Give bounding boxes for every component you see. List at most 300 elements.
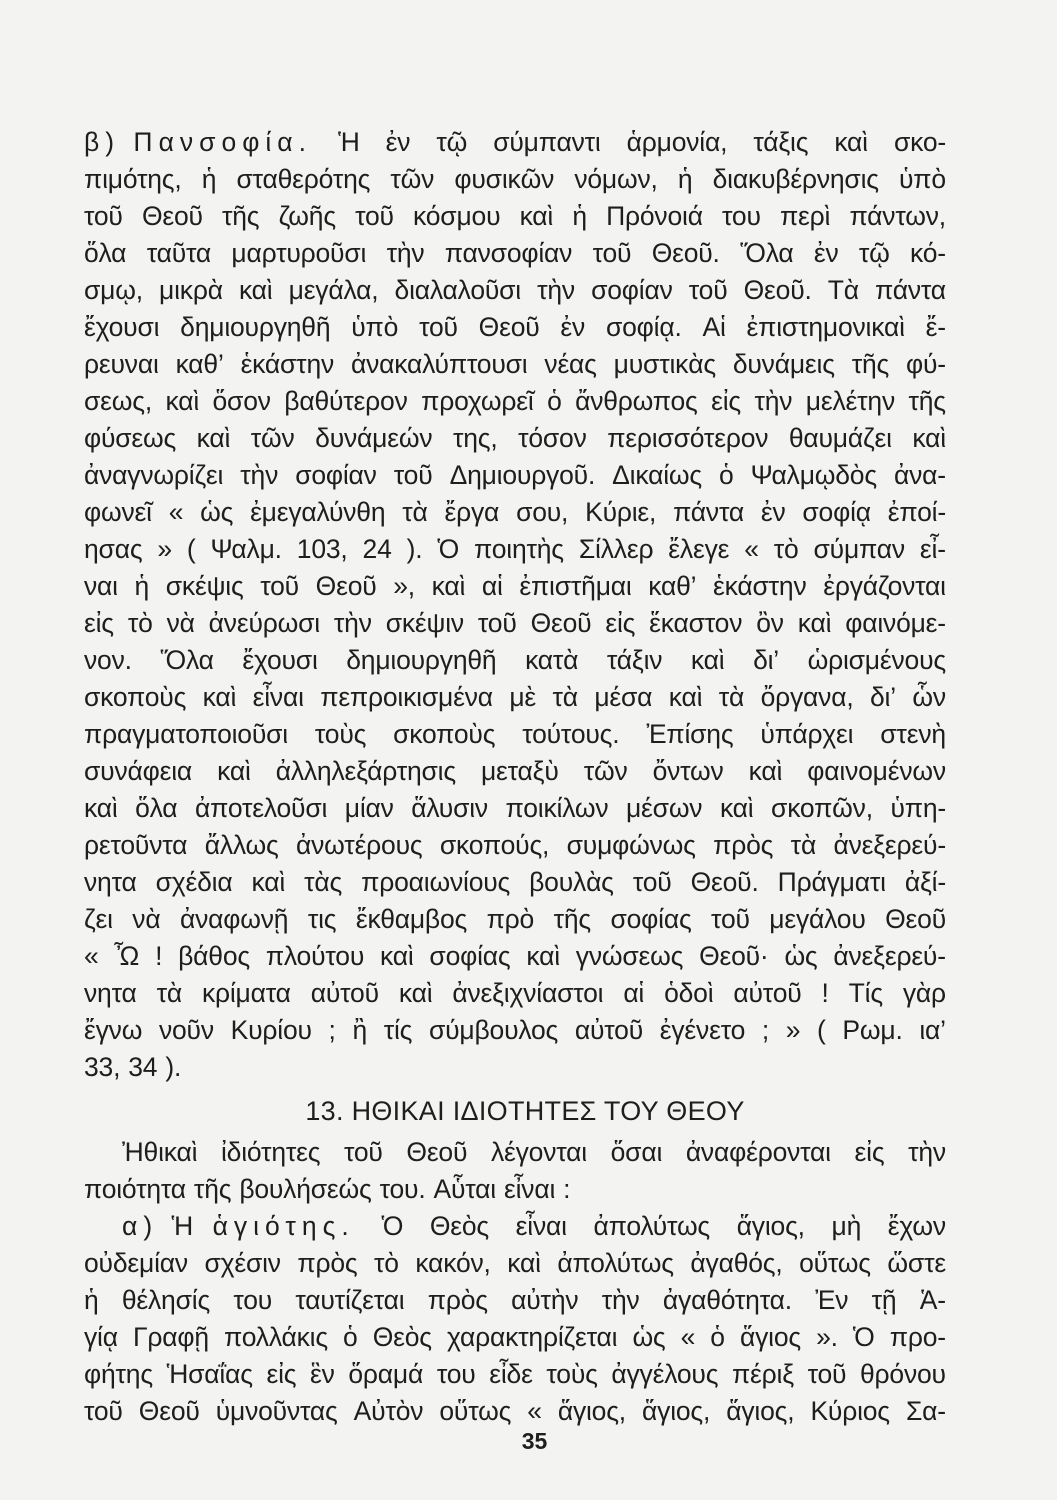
word: Πράγματι	[777, 867, 886, 897]
word: ἅγιος,	[736, 1211, 805, 1241]
text-line	[84, 494, 946, 531]
word: ἀγγέλους	[611, 1359, 719, 1389]
text-line	[84, 642, 946, 679]
word: πρὸ	[486, 904, 535, 934]
word: Θεοῦ	[141, 201, 203, 231]
word: ἐμεγαλύνθη	[250, 497, 386, 527]
word: σκο-	[893, 127, 946, 157]
word: τῆς	[553, 904, 591, 934]
word: ὑπὸ	[899, 164, 946, 194]
word: αἱ	[481, 571, 503, 601]
word: πάντα	[875, 275, 946, 305]
word: μέσα	[594, 682, 653, 712]
word: δυνάμεις	[732, 349, 835, 379]
text-line	[84, 1171, 946, 1208]
word: ἐποί-	[887, 497, 946, 527]
word: νον.	[84, 645, 132, 675]
word: κρίματα	[201, 978, 291, 1008]
word: ἐν	[385, 127, 411, 157]
word: καὶ	[431, 571, 466, 601]
word: δι’	[869, 682, 896, 712]
word: ἐγένετο	[659, 1015, 746, 1045]
word: τοῦ	[84, 201, 123, 231]
word: ἡ	[134, 571, 150, 601]
word: ἀγαθός,	[690, 1248, 783, 1278]
word: Ὁ	[852, 1322, 875, 1352]
word: ).	[406, 534, 423, 564]
word: βάθος	[178, 941, 250, 971]
word: Ὁ	[437, 534, 460, 564]
word: καὶ	[912, 423, 946, 453]
word: βαθύτερον	[284, 386, 408, 416]
word: ὁ	[547, 386, 562, 416]
word: Ἠθικαὶ	[122, 1137, 198, 1167]
word: τοῦ	[393, 460, 433, 490]
word: μέσων	[625, 793, 703, 823]
word: σοφίᾳ	[802, 497, 871, 527]
word: σύμπαντι	[493, 127, 601, 157]
word: τὴν	[908, 1137, 946, 1167]
word: νέας	[544, 349, 597, 379]
word: ὡς	[200, 497, 234, 527]
text-line	[84, 790, 946, 827]
word: Ὁ	[381, 1211, 404, 1241]
word: του	[722, 201, 761, 231]
word: ἀνα-	[893, 460, 946, 490]
word: ἀγαθότητα.	[662, 1285, 792, 1315]
word: ἢ	[352, 1015, 367, 1045]
text-line	[84, 1245, 946, 1282]
word: λέγονται	[490, 1137, 587, 1167]
text-line	[84, 1208, 946, 1245]
text-line	[84, 1319, 946, 1356]
word: Ψαλμῳδὸς	[750, 460, 877, 490]
word: ὥστε	[887, 1248, 946, 1278]
word: πάντων,	[849, 201, 946, 231]
word: Θεοῦ	[315, 571, 377, 601]
word: μὲ	[509, 682, 537, 712]
word: θέλησίς	[121, 1285, 211, 1315]
word: σκοποὺς	[393, 719, 496, 749]
word: του.	[379, 1174, 426, 1204]
paragraph	[84, 1208, 946, 1430]
word: ἀνεξερεύ-	[833, 830, 946, 860]
word: (	[817, 1015, 826, 1045]
word: ἀνακαλύπτουσι	[350, 349, 528, 379]
word: Ἡ	[338, 127, 360, 157]
word: σοφίας	[429, 941, 511, 971]
text-line	[84, 1356, 946, 1393]
word: ια’	[919, 1015, 946, 1045]
word: τὰ	[156, 978, 182, 1008]
word: αἱ	[623, 978, 645, 1008]
word: τοῦ	[355, 201, 394, 231]
word: καὶ	[84, 793, 118, 823]
word: τὴν	[240, 460, 279, 490]
word: μὴ	[831, 1211, 862, 1241]
word: νητα	[84, 867, 137, 897]
word: Ἁ-	[919, 1285, 946, 1315]
word: Θεοῦ.	[690, 867, 759, 897]
word: ὡρισμένους	[807, 645, 946, 675]
word: εἰς	[854, 1137, 885, 1167]
word: οὕτως	[799, 1248, 871, 1278]
word: τίς	[383, 1015, 413, 1045]
word: ὅλα	[135, 793, 178, 823]
word: τάξις	[753, 127, 809, 157]
text-line	[84, 198, 946, 235]
word: εἰς	[266, 1359, 297, 1389]
word: Ἡσαΐας	[166, 1359, 253, 1389]
word: Σα-	[905, 1396, 946, 1426]
word: πλούτου	[265, 941, 365, 971]
word: Θεοῦ	[478, 312, 540, 342]
word: τὴν	[386, 238, 425, 268]
word: τοῦ	[592, 238, 632, 268]
text-line	[84, 420, 946, 457]
word: Θεὸς	[372, 1322, 432, 1352]
word: τοῦ	[711, 904, 750, 934]
word: Γραφῇ	[132, 1322, 209, 1352]
word: ὑπὸ	[351, 312, 399, 342]
text-line	[84, 605, 946, 642]
word: δημιουργηθῆ	[346, 645, 497, 675]
word: ἔχουσι	[84, 312, 160, 342]
text-line	[84, 457, 946, 494]
word: ἀναγνωρίζει	[84, 460, 224, 490]
word: φύ-	[906, 349, 946, 379]
text-line	[84, 938, 946, 975]
word: ὑπη-	[890, 793, 946, 823]
word: μικρὰ	[159, 275, 223, 305]
word: Δημιουργοῦ.	[449, 460, 596, 490]
word: καὶ	[719, 793, 754, 823]
page-body	[84, 124, 946, 1430]
section-heading: 13. ΗΘΙΚΑΙ ΙΔΙΟΤΗΤΕΣ ΤΟΥ ΘΕΟΥ	[305, 1096, 745, 1126]
word: Ὅλα	[160, 645, 214, 675]
word: τὸ	[374, 1248, 399, 1278]
word: ἡ	[201, 164, 217, 194]
word: Κύριος	[810, 1396, 890, 1426]
word: ἑκάστην	[713, 571, 807, 601]
word: συνάφεια	[84, 756, 193, 786]
word: Θεοῦ.	[651, 238, 720, 268]
word: οὕτως	[439, 1396, 512, 1426]
word: τὰ	[402, 497, 428, 527]
word: τῆς	[908, 386, 946, 416]
word: φαινομένων	[807, 756, 946, 786]
text-line	[84, 1282, 946, 1319]
word: τοῦ	[84, 1396, 123, 1426]
word: ἔκθαμβος	[355, 904, 468, 934]
word: τάξιν	[606, 645, 663, 675]
word: Τίς	[848, 978, 883, 1008]
text-line	[84, 124, 946, 161]
word: Ψαλμ.	[210, 534, 282, 564]
word: Αἱ	[702, 312, 726, 342]
word: ὅλα	[84, 238, 127, 268]
word: συμφώνως	[566, 830, 696, 860]
word: ἀνεξιχνίαστοι	[452, 978, 604, 1008]
word: νόμων,	[574, 164, 658, 194]
word: τῶν	[583, 756, 628, 786]
word: Τὰ	[827, 275, 859, 305]
word: φήτης	[84, 1359, 153, 1389]
text-line	[84, 161, 946, 198]
word: ἔργα	[444, 497, 500, 527]
word: ὄργανα,	[760, 682, 854, 712]
text-line	[84, 272, 946, 309]
word: ρετοῦντα	[84, 830, 188, 860]
word: ἀπολύτως	[593, 1211, 711, 1241]
word: ἔγνω	[84, 1015, 143, 1045]
word: ζει	[84, 904, 113, 934]
word: σύμβουλος	[428, 1015, 559, 1045]
word: ναι	[84, 571, 118, 601]
word: πανσοφίαν	[444, 238, 573, 268]
word: φαινόμε-	[845, 608, 946, 638]
word: τοῦ	[344, 1137, 383, 1167]
word: μεγάλου	[769, 904, 866, 934]
run-in-heading: α) Ἡ ἁγιότης.	[122, 1211, 355, 1241]
word: τῶν	[390, 164, 435, 194]
word: νητα	[84, 978, 137, 1008]
word: πεπροικισμένα	[320, 682, 493, 712]
word: ἐν	[813, 238, 839, 268]
paragraph	[84, 1134, 946, 1208]
word: εἶναι	[252, 682, 304, 712]
word: Κύριε,	[585, 497, 657, 527]
word: ὅσον	[212, 386, 271, 416]
word: πρὸς	[427, 1285, 488, 1315]
word: ἅγιος	[739, 1322, 801, 1352]
word: ὡς	[784, 941, 818, 971]
word: Θεοῦ	[885, 904, 946, 934]
word: ;	[761, 1015, 770, 1045]
word: του	[233, 1285, 273, 1315]
word: δυνάμεών	[315, 423, 433, 453]
text-line	[84, 1393, 946, 1430]
word: εἰς	[711, 386, 741, 416]
word: ἡ	[84, 1285, 99, 1315]
word: καὶ	[526, 941, 560, 971]
word: σοφίαν	[295, 460, 377, 490]
word: ταυτίζεται	[295, 1285, 405, 1315]
word: εἶναι	[503, 1174, 556, 1204]
word: !	[821, 978, 829, 1008]
text-line	[84, 975, 946, 1012]
word: ἔλεγε	[668, 534, 730, 564]
word: ὡς	[632, 1322, 666, 1352]
word: διαλαλοῦσι	[394, 275, 521, 305]
word: Θεοῦ	[138, 1396, 200, 1426]
text-line	[84, 827, 946, 864]
word: Ρωμ.	[842, 1015, 903, 1045]
word: πρὸς	[297, 1248, 358, 1278]
word: ἀπολύτως	[557, 1248, 674, 1278]
word: τὴν	[537, 275, 575, 305]
word: ἔ-	[925, 312, 946, 342]
word: ἑκάστην	[240, 349, 335, 379]
word: νοῦν	[158, 1015, 214, 1045]
word: τὰς	[304, 867, 343, 897]
word: καὶ	[380, 941, 414, 971]
word: πρὸς	[713, 830, 774, 860]
word: του	[436, 1359, 476, 1389]
word: τὰ	[790, 830, 817, 860]
word: »,	[393, 571, 415, 601]
word: περισσότερον	[607, 423, 769, 453]
word: ἅγιος,	[642, 1396, 711, 1426]
word: χαρακτηρίζεται	[446, 1322, 618, 1352]
word: τῆς	[222, 201, 260, 231]
text-line	[84, 716, 946, 753]
word: ἔχων	[887, 1211, 946, 1241]
word: τῇ	[871, 1285, 897, 1315]
word: τοῦ	[807, 1359, 847, 1389]
word: ὁδοὶ	[664, 978, 714, 1008]
word: ὑμνοῦντας	[215, 1396, 338, 1426]
word: τούτους.	[522, 719, 620, 749]
word: Αὐτὸν	[353, 1396, 424, 1426]
word: μυστικὰς	[613, 349, 716, 379]
word: ἀνωτέρους	[296, 830, 423, 860]
word: σκέψις	[165, 571, 244, 601]
word: αὐτοῦ	[574, 1015, 644, 1045]
word: καὶ	[217, 756, 251, 786]
word: ταῦτα	[146, 238, 212, 268]
word: τὰ	[552, 682, 578, 712]
word: προχωρεῖ	[421, 386, 534, 416]
word: καὶ	[251, 867, 286, 897]
word: τῷ	[858, 238, 890, 268]
word: ποιητὴς	[474, 534, 564, 564]
run-in-heading: β) Πανσοφία.	[84, 127, 312, 157]
text-line	[84, 901, 946, 938]
word: πάντα	[673, 497, 744, 527]
word: καὶ	[238, 275, 273, 305]
word: σμῳ,	[84, 275, 143, 305]
word: ἓν	[310, 1359, 335, 1389]
word: ἄνθρωπος	[575, 386, 698, 416]
word: Θεοῦ.	[743, 275, 812, 305]
word: σχέδια	[155, 867, 233, 897]
word: θαυμάζει	[788, 423, 892, 453]
text-line	[84, 531, 946, 568]
word: τοῦ	[419, 312, 458, 342]
word: γνώσεως	[575, 941, 684, 971]
word: φύσεως	[84, 423, 177, 453]
word: ησας	[84, 534, 143, 564]
word: τῷ	[436, 127, 468, 157]
word: ρευναι	[84, 349, 159, 379]
word: 33,	[84, 1052, 121, 1082]
word: «	[84, 941, 99, 971]
word: πολλάκις	[224, 1322, 328, 1352]
word: καὶ	[165, 386, 200, 416]
word: ἀξί-	[904, 867, 946, 897]
word: ποικίλων	[505, 793, 609, 823]
word: ἡ	[677, 164, 693, 194]
word: τοὺς	[546, 1359, 598, 1389]
word: τοῦ	[477, 608, 517, 638]
word: ἀλληλεξάρτησις	[275, 756, 456, 786]
text-line	[84, 346, 946, 383]
word: αὐτοῦ	[733, 978, 802, 1008]
word: σχέσιν	[204, 1248, 281, 1278]
word: σκοπούς,	[439, 830, 550, 860]
word: Ἐν	[815, 1285, 849, 1315]
word: κόσμου	[413, 201, 501, 231]
word: τοῦ	[632, 867, 672, 897]
word: ἀποτελοῦσι	[194, 793, 328, 823]
word: φυσικῶν	[454, 164, 555, 194]
word: καὶ	[519, 201, 554, 231]
text-line	[84, 235, 946, 272]
word: Κυρίου	[230, 1015, 312, 1045]
text-line	[84, 568, 946, 605]
word: ἁρμονία,	[626, 127, 728, 157]
text-line	[84, 1049, 946, 1086]
word: ἄλλως	[204, 830, 279, 860]
word: της,	[452, 423, 498, 453]
word: γὰρ	[902, 978, 946, 1008]
word: τὸ	[127, 608, 153, 638]
word: τοὺς	[314, 719, 367, 749]
word: πραγματοποιοῦσι	[84, 719, 288, 749]
word: ἅγιος,	[557, 1396, 626, 1426]
word: εἶ-	[919, 534, 946, 564]
word: περὶ	[779, 201, 831, 231]
text-line	[84, 679, 946, 716]
word: θρόνου	[860, 1359, 946, 1389]
word: Θεοῦ·	[699, 941, 769, 971]
word: καὶ	[748, 756, 783, 786]
word: ὅραμά	[348, 1359, 424, 1389]
word: νὰ	[166, 608, 195, 638]
word: ἀνεξερεύ-	[833, 941, 946, 971]
word: σταθερότης	[236, 164, 371, 194]
word: ἐπιστημονικαὶ	[746, 312, 905, 342]
word: ὁ	[710, 1322, 725, 1352]
word: οὐδεμίαν	[84, 1248, 188, 1278]
word: Θεοῦ	[530, 608, 592, 638]
word: τὰ	[718, 682, 745, 712]
word: :	[563, 1174, 571, 1204]
word: ).	[165, 1052, 182, 1082]
word: εἶδε	[489, 1359, 533, 1389]
word: ἀναφωνῇ	[179, 904, 289, 934]
word: μεγάλα,	[288, 275, 379, 305]
word: σεως,	[84, 386, 152, 416]
word: σκοπῶν,	[771, 793, 873, 823]
word: καὶ	[507, 1248, 541, 1278]
word: «	[744, 534, 759, 564]
word: Θεοῦ	[406, 1137, 468, 1167]
word: »	[157, 534, 172, 564]
word: γίᾳ	[84, 1322, 118, 1352]
word: καὶ	[797, 608, 832, 638]
word: ἅγιος,	[726, 1396, 795, 1426]
word: «	[680, 1322, 696, 1352]
text-line	[84, 753, 946, 790]
word: !	[155, 941, 163, 971]
word: Πρόνοιά	[606, 201, 703, 231]
word: καὶ	[668, 682, 703, 712]
word: ὅσαι	[610, 1137, 663, 1167]
word: τόσον	[518, 423, 587, 453]
word: σκοποὺς	[84, 682, 187, 712]
